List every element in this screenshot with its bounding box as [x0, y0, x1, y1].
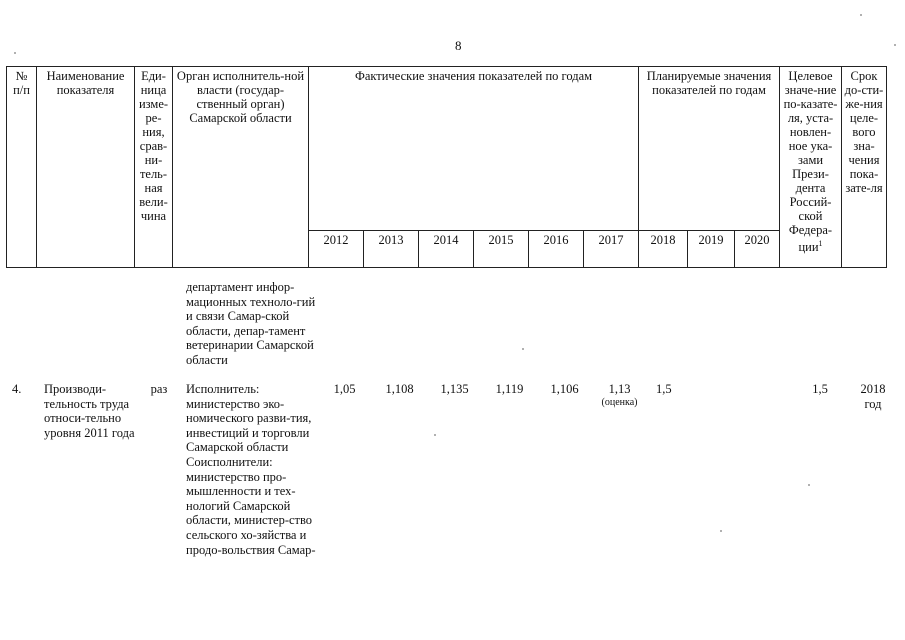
row4-note-2017: (оценка) [601, 397, 638, 408]
continuation-text: департамент инфор-мационных техноло-гий и связи Самар-ской области, депар-тамент ветеринарии Самарской области [186, 280, 316, 367]
row4-value-2013: 1,108 [385, 382, 414, 396]
scan-speck [808, 484, 810, 486]
scan-speck [522, 348, 524, 350]
header-name: Наименование показателя [37, 67, 135, 268]
row4-num: 4. [12, 382, 22, 396]
row4-value-2015: 1,119 [495, 382, 524, 396]
header-deadline: Срок до-сти-же-ния целе-вого зна-чения пока-зате-ля [842, 67, 887, 268]
year-2018: 2018 [639, 230, 688, 267]
year-2016: 2016 [529, 230, 584, 267]
row4-value-2014: 1,135 [440, 382, 469, 396]
table-header [6, 66, 887, 268]
year-2019: 2019 [688, 230, 735, 267]
page-number: 8 [455, 38, 462, 53]
year-2017: 2017 [584, 230, 639, 267]
row4-deadline: 2018 год [860, 382, 886, 411]
row4-authority: Исполнитель: министерство эко-номического разви-тия, инвестиций и торговли Самарской области Соисполнители: министерство про-мышленности и тех-нологий Самарской области, министер-ство сельского хо-зяйства и продо-вольствия Самар- [186, 382, 316, 557]
row4-value-2018: 1,5 [656, 382, 672, 396]
scan-speck [434, 434, 436, 436]
header-authority: Орган исполнитель-ной власти (государ-ственный орган) Самарской области [173, 67, 309, 268]
year-2015: 2015 [474, 230, 529, 267]
row4-value-2012: 1,05 [333, 382, 356, 396]
scan-speck [860, 14, 862, 16]
scan-speck [14, 52, 16, 54]
year-2012: 2012 [309, 230, 364, 267]
year-2014: 2014 [419, 230, 474, 267]
row4-name: Производи-тельность труда относи-тельно уровня 2011 года [44, 382, 135, 440]
year-2013: 2013 [364, 230, 419, 267]
scan-speck [720, 530, 722, 532]
header-num: № п/п [7, 67, 37, 268]
scan-speck [894, 44, 896, 46]
row4-target: 1,5 [812, 382, 828, 396]
row4-value-2016: 1,106 [550, 382, 579, 396]
year-2020: 2020 [735, 230, 780, 267]
header-target: Целевое значе-ние по-казате-ля, уста-новлен-ное ука-зами Прези-дента Россий-ской Федера-ции$^1$ [780, 67, 842, 268]
header-planned: Планируемые значения показателей по годам [639, 67, 780, 231]
header-actual: Фактические значения показателей по годам [309, 67, 639, 231]
header-unit: Еди-ница изме-ре-ния, срав-ни-тель-ная вели-чина [135, 67, 173, 268]
row4-unit: раз [150, 382, 168, 396]
row4-value-2017: 1,13 [608, 382, 631, 396]
